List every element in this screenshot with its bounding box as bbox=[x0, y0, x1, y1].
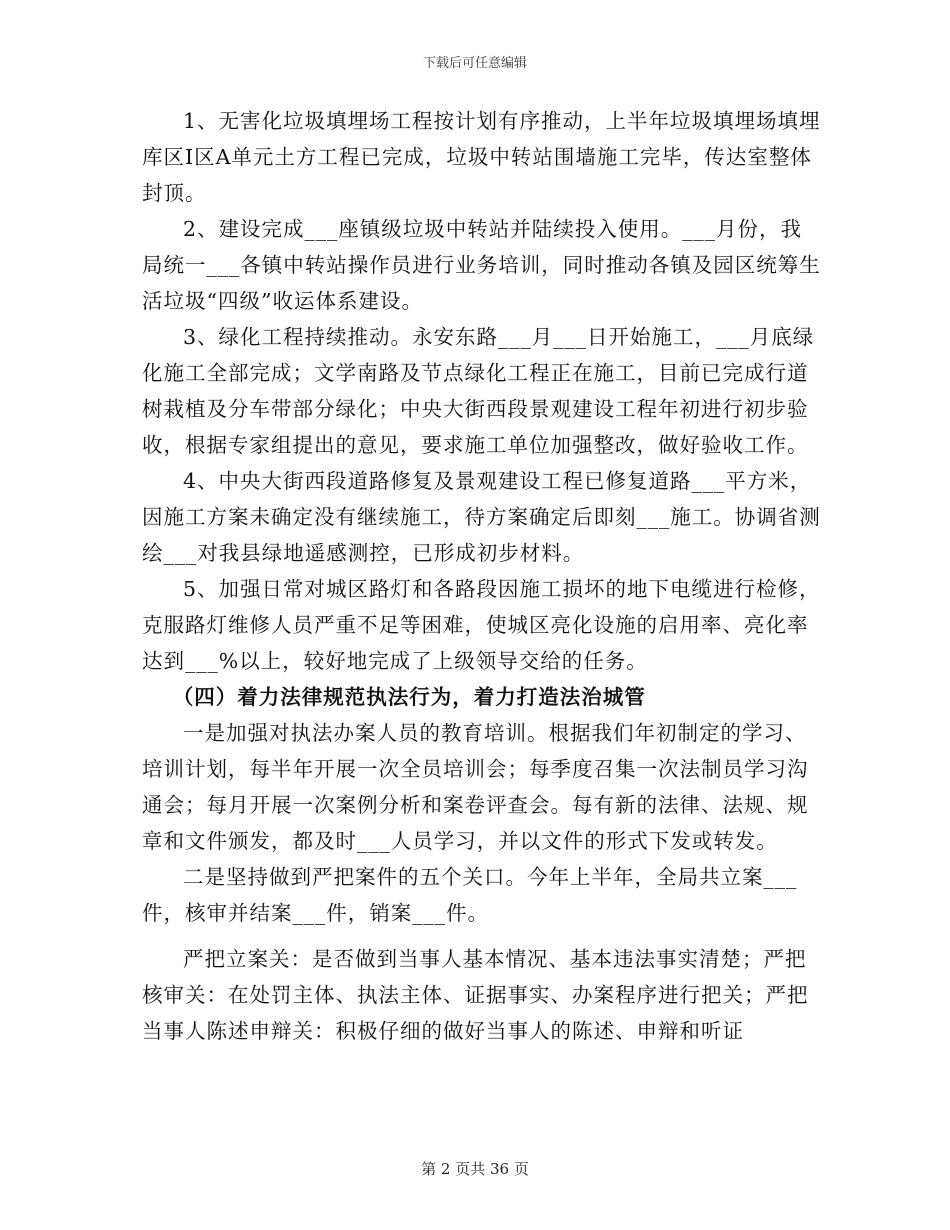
paragraph-five-checkpoints: 二是坚持做到严把案件的五个关口。今年上半年，全局共立案___件，核审并结案___件，销案___件。 bbox=[142, 865, 798, 925]
paragraph-item-4: 4、中央大街西段道路修复及景观建设工程已修复道路___平方米，因施工方案未确定没有继续施工，待方案确定后即刻___施工。协调省测绘___对我县绿地遥感测控，已形成初步材料。 bbox=[142, 469, 821, 565]
paragraph-item-5: 5、加强日常对城区路灯和各路段因施工损坏的地下电缆进行检修，克服路灯维修人员严重不足等困难，使城区亮化设施的启用率、亮化率达到___%以上，较好地完成了上级领导交给的任务。 bbox=[142, 577, 821, 673]
page-header: 下载后可任意编辑 bbox=[422, 56, 527, 71]
paragraph-item-3: 3、绿化工程持续推动。永安东路___月___日开始施工，___月底绿化施工全部完成；文学南路及节点绿化工程正在施工，目前已完成行道树栽植及分车带部分绿化；中央大街西段景观建设工程年初进行初步验收，根据专家组提出的意见，要求施工单位加强整改，做好验收工作。 bbox=[142, 325, 815, 457]
paragraph-item-1: 1、无害化垃圾填埋场工程按计划有序推动，上半年垃圾填埋场填埋库区Ⅰ区A单元土方工程已完成，垃圾中转站围墙施工完毕，传达室整体封顶。 bbox=[142, 109, 821, 205]
paragraph-item-2: 2、建设完成___座镇级垃圾中转站并陆续投入使用。___月份，我局统一___各镇中转站操作员进行业务培训，同时推动各镇及园区统筹生活垃圾“四级”收运体系建设。 bbox=[142, 217, 821, 313]
section-heading: （四）着力法律规范执法行为，着力打造法治城管 bbox=[172, 685, 646, 709]
page-footer: 第 2 页共 36 页 bbox=[421, 1160, 529, 1178]
paragraph-training: 一是加强对执法办案人员的教育培训。根据我们年初制定的学习、培训计划，每半年开展一次全员培训会；每季度召集一次法制员学习沟通会；每月开展一次案例分析和案卷评查会。每有新的法律、法规、规章和文件颁发，都及时___人员学习，并以文件的形式下发或转发。 bbox=[142, 721, 809, 853]
paragraph-case-review: 严把立案关：是否做到当事人基本情况、基本违法事实清楚；严把核审关：在处罚主体、执法主体、证据事实、办案程序进行把关；严把当事人陈述申辩关：积极仔细的做好当事人的陈述、申辩和听证 bbox=[142, 947, 809, 1043]
document-body bbox=[142, 103, 822, 1049]
